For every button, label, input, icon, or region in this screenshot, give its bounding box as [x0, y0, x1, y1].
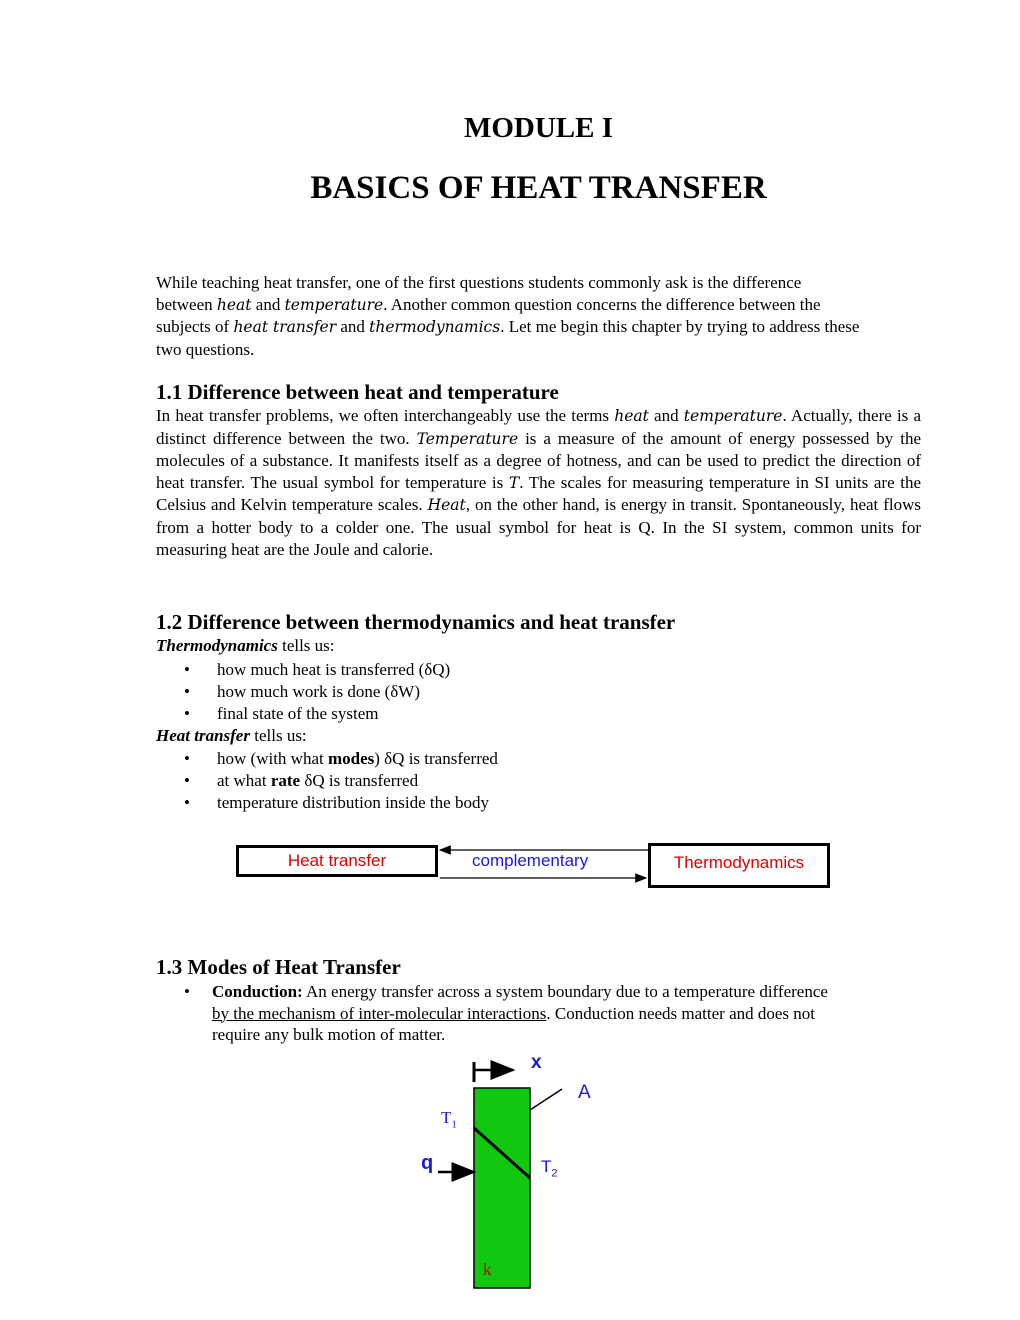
conduction-line-3: require any bulk motion of matter.: [212, 1025, 446, 1045]
section-1-1-heading: 1.1 Difference between heat and temperature: [156, 380, 559, 404]
intro-line-2: between heat and temperature. Another common question concerns the difference between the: [156, 294, 821, 314]
intro-line-4: two questions.: [156, 339, 255, 359]
area-leader-line: [530, 1089, 562, 1110]
slab: [474, 1088, 530, 1288]
conductivity-label: k: [483, 1260, 492, 1279]
area-label: A: [578, 1082, 591, 1103]
intro-line-1: While teaching heat transfer, one of the first questions students commonly ask is the difference: [156, 273, 802, 292]
list-item: • how much heat is transferred (δQ): [184, 660, 451, 679]
heat-transfer-box: Heat transfer: [236, 845, 438, 877]
list-item: • temperature distribution inside the body: [184, 793, 489, 812]
section-1-2-heading: 1.2 Difference between thermodynamics and heat transfer: [156, 610, 676, 634]
thermodynamics-box: Thermodynamics: [648, 843, 830, 888]
heat-transfer-lead: Heat transfer tells us:: [156, 726, 307, 745]
section-1-1-paragraph: In heat transfer problems, we often interchangeably use the terms heat and temperature. Actually, there is a distinct difference between the two. Temperature is a measure of the amount of energy possessed by the molecules of a substance. It manifests itself as a degree of hotness, and can be used to predict the direction of heat transfer. The usual symbol for temperature is T. The scales for measuring temperature in SI units are the Celsius and Kelvin temperature scales. Heat, on the other hand, is energy in transit. Spontaneously, heat flows from a hotter body to a colder one. The usual symbol for heat is Q. In the SI system, common units for measuring heat are the Joule and calorie.: [156, 406, 922, 559]
intro-line-3: subjects of heat transfer and thermodynamics. Let me begin this chapter by trying to address these: [156, 317, 860, 337]
conduction-line-2: by the mechanism of inter-molecular interactions. Conduction needs matter and does not: [212, 1003, 815, 1023]
chapter-title: BASICS OF HEAT TRANSFER: [310, 170, 767, 206]
t1-label: $T_1$: [441, 1108, 457, 1131]
module-heading: MODULE I: [463, 112, 614, 144]
list-item: • how (with what modes) δQ is transferred: [184, 749, 498, 768]
list-item: • how much work is done (δW): [184, 682, 420, 701]
thermo-lead: Thermodynamics tells us:: [156, 636, 335, 655]
bullet: •: [184, 982, 190, 1001]
list-item: • final state of the system: [184, 704, 379, 723]
x-label: x: [531, 1052, 542, 1073]
section-1-3-heading: 1.3 Modes of Heat Transfer: [156, 955, 401, 979]
complementary-label: complementary: [472, 851, 589, 870]
conduction-line-1: Conduction: An energy transfer across a system boundary due to a temperature difference: [212, 982, 828, 1001]
t2-label: $T_2$: [541, 1157, 558, 1180]
list-item: • at what rate δQ is transferred: [184, 771, 419, 790]
q-label: q: [421, 1152, 434, 1174]
